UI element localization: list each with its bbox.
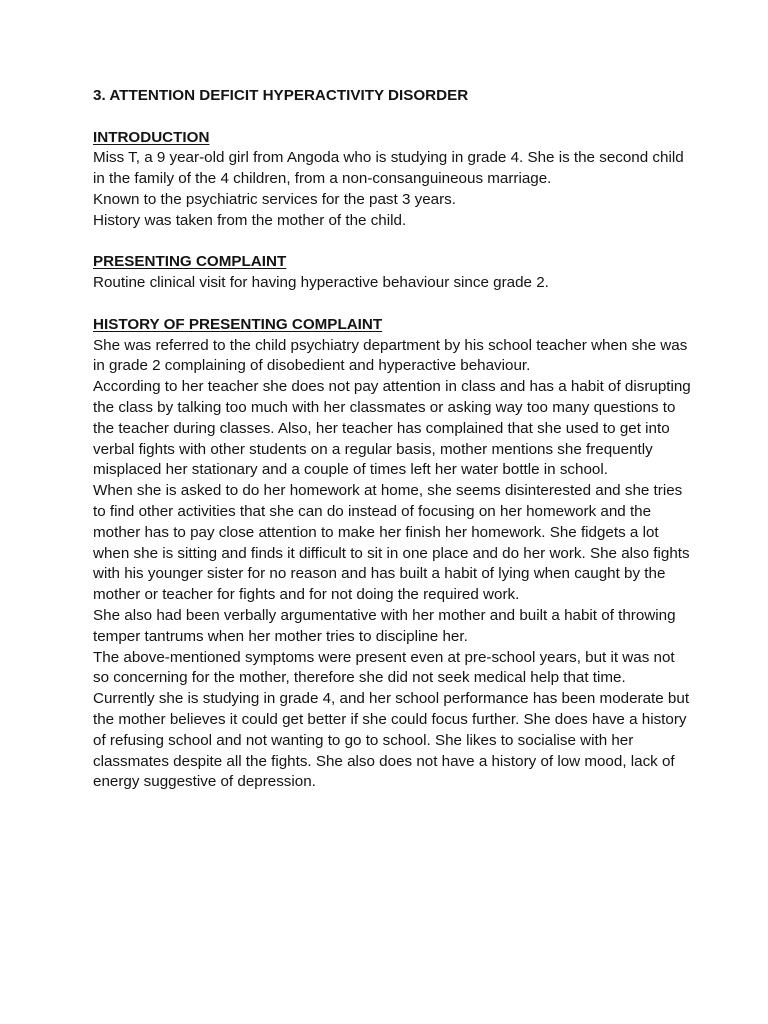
- spacer: [93, 107, 693, 128]
- section-heading-introduction: INTRODUCTION: [93, 128, 210, 146]
- paragraph: Known to the psychiatric services for the past 3 years.: [93, 190, 456, 208]
- document-body: [93, 86, 693, 793]
- paragraph: When she is asked to do her homework at home, she seems disinterested and she tries to find other activities that she can do instead of focusing on her homework and the mother has to pay close attention to make her finish her homework. She fidgets a lot when she is sitting and finds it difficult to sit in one place and do her work. She also fights with his younger sister for no reason and has built a habit of lying when caught by the mother or teacher for fights and for not doing the required work.: [93, 482, 690, 604]
- section-presenting-complaint: [93, 252, 693, 294]
- spacer: [93, 294, 693, 315]
- paragraph: Currently she is studying in grade 4, and her school performance has been moderate but the mother believes it could get better if she could focus further. She does have a history of refusing school and not wanting to go to school. She likes to socialise with her classmates despite all the fights. She also does not have a history of low mood, lack of energy suggestive of depression.: [93, 690, 690, 791]
- paragraph: Miss T, a 9 year-old girl from Angoda who is studying in grade 4. She is the second child in the family of the 4 children, from a non-consanguineous marriage.: [93, 149, 684, 188]
- paragraph: She also had been verbally argumentative with her mother and built a habit of throwing temper tantrums when her mother tries to discipline her.: [93, 606, 676, 645]
- paragraph: History was taken from the mother of the child.: [93, 211, 407, 229]
- section-heading-history: HISTORY OF PRESENTING COMPLAINT: [93, 315, 383, 333]
- paragraph: The above-mentioned symptoms were present even at pre-school years, but it was not so concerning for the mother, therefore she did not seek medical help that time.: [93, 648, 675, 687]
- section-heading-presenting-complaint: PRESENTING COMPLAINT: [93, 253, 287, 271]
- paragraph: She was referred to the child psychiatry department by his school teacher when she was in grade 2 complaining of disobedient and hyperactive behaviour.: [93, 336, 688, 375]
- section-introduction: [93, 128, 693, 232]
- paragraph: According to her teacher she does not pay attention in class and has a habit of disrupting the class by talking too much with her classmates or asking way too many questions to the teacher during classes. Also, her teacher has complained that she used to get into verbal fights with other students on a regular basis, mother mentions she frequently misplaced her stationary and a couple of times left her water bottle in school.: [93, 378, 691, 479]
- document-title: 3. ATTENTION DEFICIT HYPERACTIVITY DISORDER: [93, 87, 469, 104]
- section-history-of-presenting-complaint: [93, 315, 693, 793]
- paragraph: Routine clinical visit for having hyperactive behaviour since grade 2.: [93, 274, 549, 292]
- spacer: [93, 232, 693, 253]
